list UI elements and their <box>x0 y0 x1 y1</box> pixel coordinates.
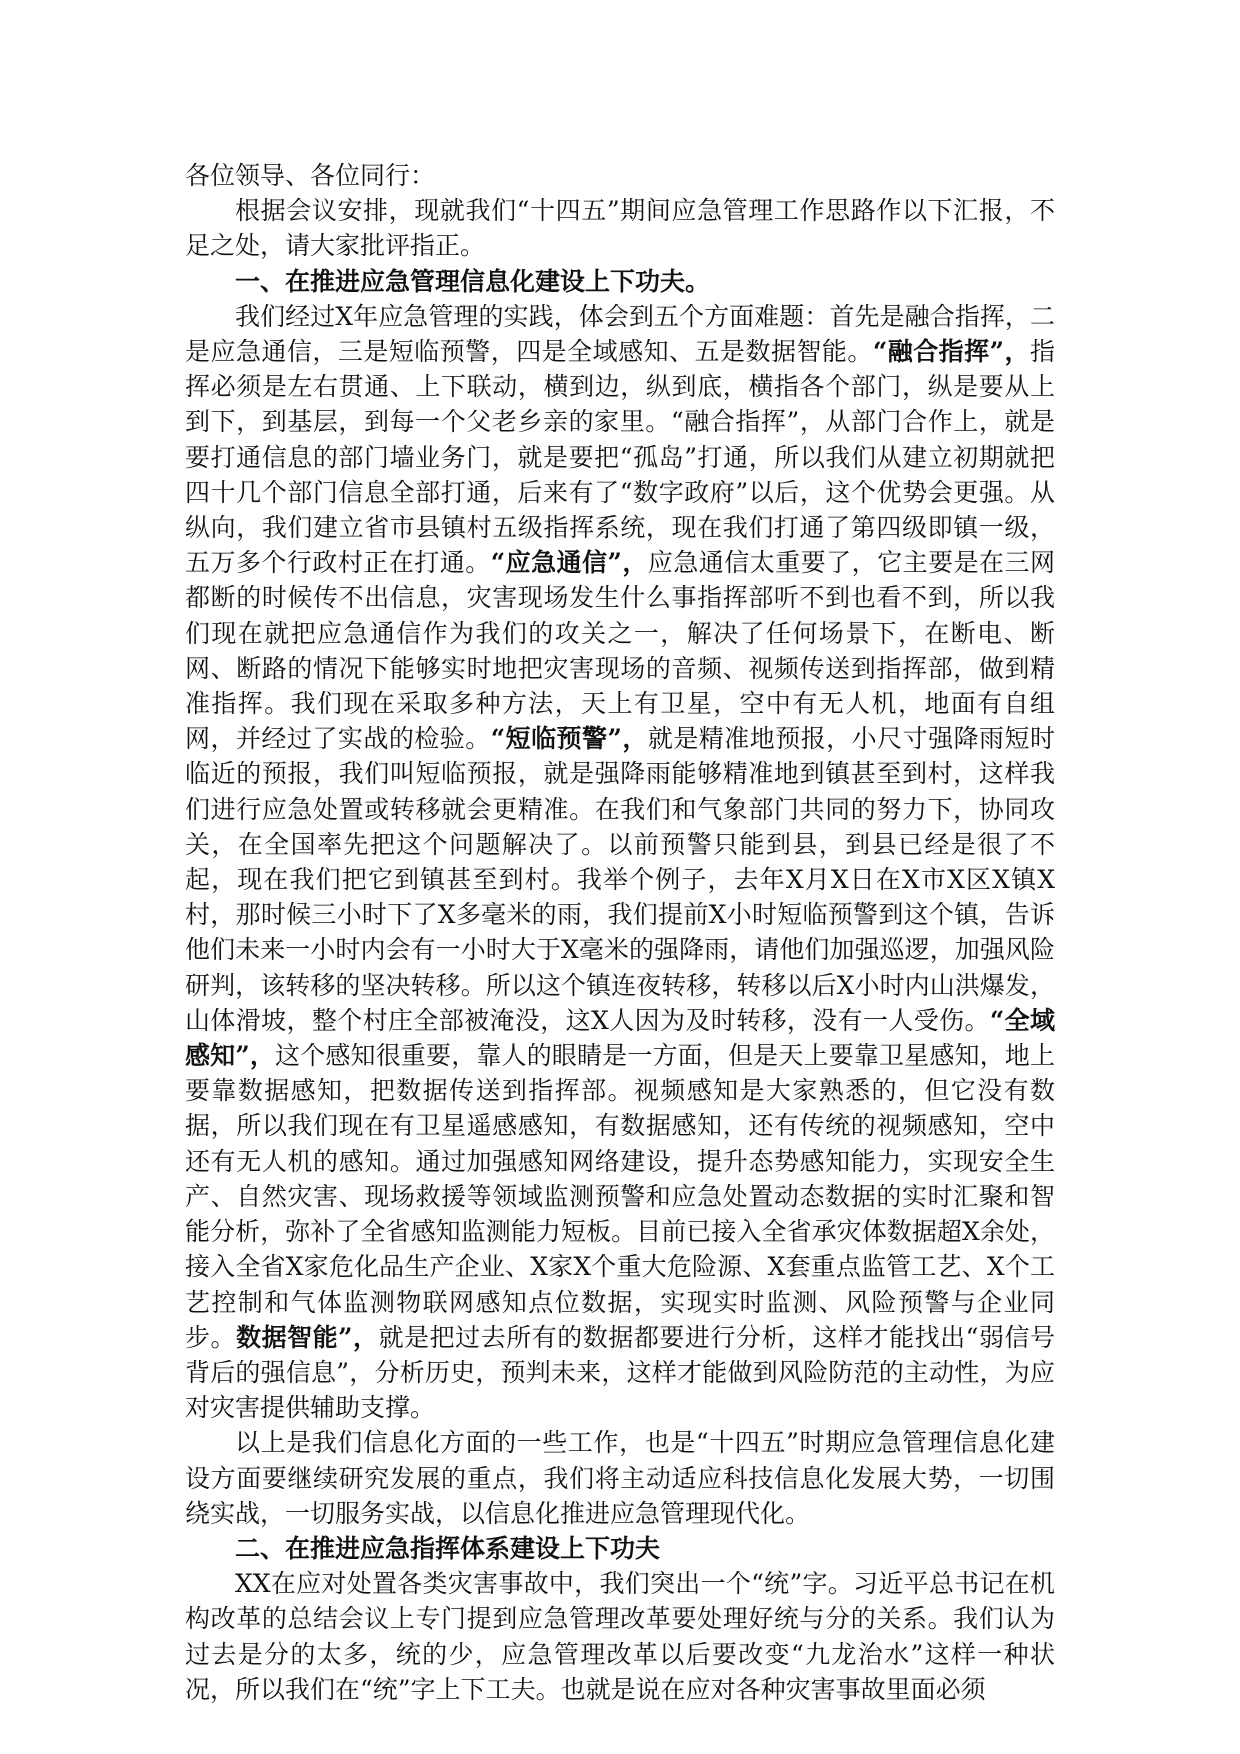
section1-paragraph1 <box>185 299 1055 1426</box>
section2-paragraph1: XX在应对处置各类灾害事故中，我们突出一个“统”字。习近平总书记在机构改革的总结会议上专门提到应急管理改革要处理好统与分的关系。我们认为过去是分的太多，统的少，应急管理改革以后要改变“九龙治水”这样一种状况，所以我们在“统”字上下工夫。也就是说在应对各种灾害事故里面必须 <box>185 1569 1055 1704</box>
text-run: 我们经过X年应急管理的实践，体会到五个方面难题：首先是融合指挥，二是应急通信，三是短临预警，四是全域感知、五是数据智能。 <box>185 301 1055 367</box>
document-page <box>185 158 1055 1707</box>
text-run: 指挥必须是左右贯通、上下联动，横到边，纵到底，横指各个部门，纵是要从上到下，到基层，到每一个父老乡亲的家里。“融合指挥”，从部门合作上，就是要打通信息的部门墙业务门，就是要把“孤岛”打通，所以我们从建立初期就把四十几个部门信息全部打通，后来有了“数字政府”以后，这个优势会更强。从纵向，我们建立省市县镇村五级指挥系统，现在我们打通了第四级即镇一级，五万多个行政村正在打通。 <box>185 337 1055 578</box>
text-run: 就是把过去所有的数据都要进行分析，这样才能找出“弱信号背后的强信息”，分析历史，预判未来，这样才能做到风险防范的主动性，为应对灾害提供辅助支撑。 <box>185 1322 1055 1423</box>
keyword-fusion-command: “融合指挥”， <box>872 337 1030 367</box>
keyword-global-perception: “全域感知”， <box>185 1005 1055 1071</box>
keyword-data-intelligence: 数据智能”， <box>236 1322 379 1352</box>
salutation: 各位领导、各位同行： <box>185 161 436 190</box>
intro-paragraph: 根据会议安排，现就我们“十四五”期间应急管理工作思路作以下汇报，不足之处，请大家批评指正。 <box>185 196 1055 261</box>
text-run: 这个感知很重要，靠人的眼睛是一方面，但是天上要靠卫星感知，地上要靠数据感知，把数据传送到指挥部。视频感知是大家熟悉的，但它没有数据，所以我们现在有卫星遥感感知，有数据感知，还有传统的视频感知，空中还有无人机的感知。通过加强感知网络建设，提升态势感知能力，实现安全生产、自然灾害、现场救援等领域监测预警和应急处置动态数据的实时汇聚和智能分析，弥补了全省感知监测能力短板。目前已接入全省承灾体数据超X余处，接入全省X家危化品生产企业、X家X个重大危险源、X套重点监管工艺、X个工艺控制和气体监测物联网感知点位数据，实现实时监测、风险预警与企业同步。 <box>185 1041 1055 1352</box>
section2-heading: 二、在推进应急指挥体系建设上下功夫 <box>235 1533 661 1563</box>
text-run: 应急通信太重要了，它主要是在三网都断的时候传不出信息，灾害现场发生什么事指挥部听不到也看不到，所以我们现在就把应急通信作为我们的攻关之一，解决了任何场景下，在断电、断网、断路的情况下能够实时地把灾害现场的音频、视频传送到指挥部，做到精准指挥。我们现在采取多种方法，天上有卫星，空中有无人机，地面有自组网，并经过了实战的检验。 <box>185 548 1055 754</box>
keyword-short-term-warning: “短临预警”， <box>490 724 648 754</box>
text-run: 就是精准地预报，小尺寸强降雨短时临近的预报，我们叫短临预报，就是强降雨能够精准地到镇甚至到村，这样我们进行应急处置或转移就会更精准。在我们和气象部门共同的努力下，协同攻关，在全国率先把这个问题解决了。以前预警只能到县，到县已经是很了不起，现在我们把它到镇甚至到村。我举个例子，去年X月X日在X市X区X镇X村，那时候三小时下了X多毫米的雨，我们提前X小时短临预警到这个镇，告诉他们未来一小时内会有一小时大于X毫米的强降雨，请他们加强巡逻，加强风险研判，该转移的坚决转移。所以这个镇连夜转移，转移以后X小时内山洪爆发，山体滑坡，整个村庄全部被淹没，这X人因为及时转移，没有一人受伤。 <box>185 724 1055 1035</box>
section1-paragraph2: 以上是我们信息化方面的一些工作，也是“十四五”时期应急管理信息化建设方面要继续研究发展的重点，我们将主动适应科技信息化发展大势，一切围绕实战，一切服务实战，以信息化推进应急管理现代化。 <box>185 1428 1055 1528</box>
keyword-emergency-communication: “应急通信”， <box>490 548 648 578</box>
section1-heading: 一、在推进应急管理信息化建设上下功夫。 <box>235 266 711 296</box>
